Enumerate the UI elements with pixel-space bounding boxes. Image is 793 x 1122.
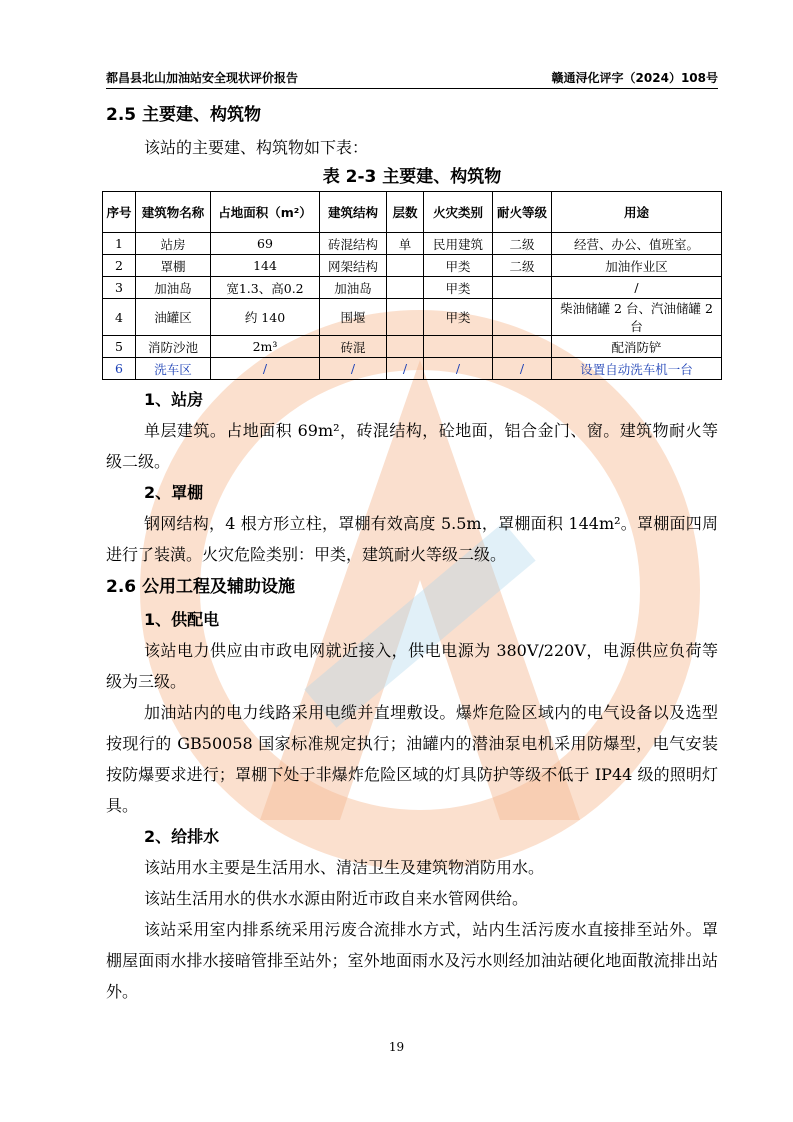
table-cell: / — [424, 358, 493, 380]
table-cell: 2 — [103, 255, 136, 277]
paragraph-power-1: 该站电力供应由市政电网就近接入，供电电源为 380V/220V，电源供应负荷等级为三级。 — [106, 641, 718, 691]
table-cell — [387, 336, 424, 358]
table-cell: 砖混 — [320, 336, 387, 358]
table-row — [103, 233, 722, 255]
col-header: 层数 — [387, 192, 424, 233]
page-content — [106, 98, 718, 1007]
table-row — [103, 299, 722, 336]
table-cell: 砖混结构 — [320, 233, 387, 255]
table-cell: 5 — [103, 336, 136, 358]
table-cell: 6 — [103, 358, 136, 380]
table-cell: 加油岛 — [136, 277, 211, 299]
table-cell: / — [552, 277, 722, 299]
table-cell: 69 — [211, 233, 320, 255]
table-cell — [387, 277, 424, 299]
table-row — [103, 358, 722, 380]
table-header-row — [103, 192, 722, 233]
table-cell: 加油岛 — [320, 277, 387, 299]
subsection-title-canopy: 2、罩棚 — [144, 483, 204, 502]
section-title-2-5: 2.5 主要建、构筑物 — [106, 105, 262, 125]
table-cell: 围堰 — [320, 299, 387, 336]
col-header: 火灾类别 — [424, 192, 493, 233]
table-cell: 洗车区 — [136, 358, 211, 380]
table-cell: 单 — [387, 233, 424, 255]
table-cell: 罩棚 — [136, 255, 211, 277]
page-header — [106, 66, 718, 89]
col-header: 建筑物名称 — [136, 192, 211, 233]
table-cell: / — [211, 358, 320, 380]
header-report-title: 都昌县北山加油站安全现状评价报告 — [106, 71, 299, 85]
table-cell — [424, 336, 493, 358]
table-cell: 设置自动洗车机一台 — [552, 358, 722, 380]
table-cell: 4 — [103, 299, 136, 336]
paragraph-station-house: 单层建筑。占地面积 69m²，砖混结构，砼地面，铝合金门、窗。建筑物耐火等级二级。 — [106, 421, 718, 471]
table-cell: 甲类 — [424, 255, 493, 277]
col-header: 建筑结构 — [320, 192, 387, 233]
table-cell: 二级 — [493, 233, 552, 255]
table-cell — [493, 336, 552, 358]
section-intro: 该站的主要建、构筑物如下表： — [144, 138, 369, 157]
paragraph-water-2: 该站生活用水的供水水源由附近市政自来水管网供给。 — [144, 889, 529, 908]
table-cell: 站房 — [136, 233, 211, 255]
table-cell: 配消防铲 — [552, 336, 722, 358]
table-cell: 民用建筑 — [424, 233, 493, 255]
table-cell: 甲类 — [424, 277, 493, 299]
page-number: 19 — [388, 1040, 405, 1054]
table-cell: 加油作业区 — [552, 255, 722, 277]
table-cell: 经营、办公、值班室。 — [552, 233, 722, 255]
header-report-number: 赣通浔化评字（2024）108号 — [551, 71, 718, 85]
paragraph-water-3: 该站采用室内排系统采用污废合流排水方式，站内生活污废水直接排至站外。罩棚屋面雨水排水接暗管排至站外；室外地面雨水及污水则经加油站硬化地面散流排出站外。 — [106, 920, 718, 1001]
col-header: 序号 — [103, 192, 136, 233]
table-cell: 3 — [103, 277, 136, 299]
table-cell — [387, 255, 424, 277]
table-row — [103, 336, 722, 358]
table-cell: / — [387, 358, 424, 380]
table-cell: 2m³ — [211, 336, 320, 358]
table-cell: 二级 — [493, 255, 552, 277]
table-cell: 柴油储罐 2 台、汽油储罐 2 台 — [552, 299, 722, 336]
table-cell: 1 — [103, 233, 136, 255]
table-caption: 表 2-3 主要建、构筑物 — [322, 167, 502, 187]
col-header: 耐火等级 — [493, 192, 552, 233]
paragraph-canopy: 钢网结构，4 根方形立柱，罩棚有效高度 5.5m，罩棚面积 144m²。罩棚面四周进行了装潢。火灾危险类别：甲类，建筑耐火等级二级。 — [106, 514, 718, 564]
table-cell: 消防沙池 — [136, 336, 211, 358]
col-header: 占地面积（m²） — [211, 192, 320, 233]
paragraph-power-2: 加油站内的电力线路采用电缆并直埋敷设。爆炸危险区域内的电气设备以及选型按现行的 GB50058 国家标准规定执行；油罐内的潜油泵电机采用防爆型，电气安装按防爆要求进行；罩棚下处于非爆炸危险区域的灯具防护等级不低于 IP44 级的照明灯具。 — [106, 703, 718, 815]
subsection-title-station-house: 1、站房 — [144, 390, 204, 409]
table-cell: / — [493, 358, 552, 380]
buildings-table — [102, 191, 722, 380]
subsection-title-power: 1、供配电 — [144, 610, 220, 629]
table-cell: 约 140 — [211, 299, 320, 336]
section-title-2-6: 2.6 公用工程及辅助设施 — [106, 577, 296, 597]
table-cell — [493, 299, 552, 336]
table-cell — [493, 277, 552, 299]
paragraph-water-1: 该站用水主要是生活用水、清洁卫生及建筑物消防用水。 — [144, 858, 545, 877]
table-row — [103, 255, 722, 277]
table-cell: 144 — [211, 255, 320, 277]
col-header: 用途 — [552, 192, 722, 233]
table-cell: 甲类 — [424, 299, 493, 336]
subsection-title-water: 2、给排水 — [144, 827, 220, 846]
table-cell: 网架结构 — [320, 255, 387, 277]
table-row — [103, 277, 722, 299]
table-cell: / — [320, 358, 387, 380]
table-cell: 油罐区 — [136, 299, 211, 336]
table-cell: 宽1.3、高0.2 — [211, 277, 320, 299]
table-cell — [387, 299, 424, 336]
